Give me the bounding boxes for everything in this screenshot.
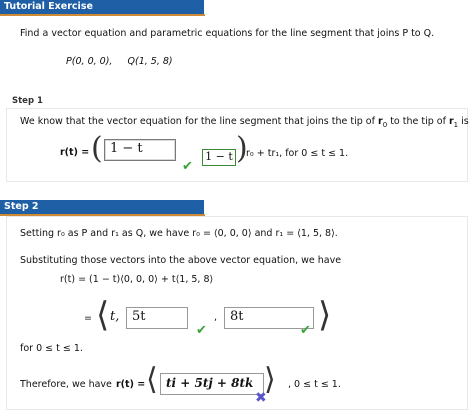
check-icon: ✔	[196, 323, 207, 338]
step1-text-b: to the tip of	[390, 116, 446, 127]
step1-text-c: is	[461, 116, 469, 127]
component-2-input[interactable]: 5t	[126, 307, 188, 329]
component-3-input[interactable]: 8t	[224, 307, 314, 329]
step1-label: Step 1	[12, 96, 43, 106]
cross-icon: ✖	[255, 390, 267, 406]
tutorial-prompt: Find a vector equation and parametric equations for the line segment that joins P to Q.	[20, 28, 435, 39]
final-answer-input[interactable]: ti + 5tj + 8tk	[160, 373, 264, 395]
r1-sub: 1	[453, 120, 459, 129]
comma-separator: ,	[214, 312, 218, 323]
equals-sign: =	[84, 313, 92, 324]
step1-input[interactable]: 1 − t	[104, 139, 176, 161]
step2-header	[0, 200, 204, 214]
final-range: , 0 ≤ t ≤ 1.	[288, 379, 341, 390]
step1-text	[20, 116, 469, 129]
left-paren: (	[91, 131, 103, 166]
component-1: t,	[110, 309, 120, 324]
left-angle: ⟨	[96, 295, 110, 335]
step1-rhs: r₀ + tr₁, for 0 ≤ t ≤ 1.	[246, 148, 349, 159]
check-icon: ✔	[300, 323, 311, 338]
r0-symbol: r	[378, 116, 383, 127]
final-left-angle: ⟨	[146, 362, 158, 397]
step1-answer: 1 − t	[202, 149, 236, 166]
final-right-angle: ⟩	[264, 362, 276, 397]
step2-expr: r(t) = (1 − t)⟨0, 0, 0⟩ + t⟨1, 5, 8⟩	[60, 274, 214, 285]
final-lhs: r(t) =	[116, 379, 146, 390]
right-angle: ⟩	[318, 295, 332, 335]
step1-text-a: We know that the vector equation for the line segment that joins the tip of	[20, 116, 375, 127]
step1-lhs: r(t) =	[60, 147, 90, 158]
tutorial-separator	[0, 14, 205, 16]
step2-substituting: Substituting those vectors into the above vector equation, we have	[20, 255, 342, 266]
right-paren: )	[236, 131, 248, 166]
step2-range: for 0 ≤ t ≤ 1.	[20, 343, 83, 354]
r0-sub: 0	[382, 120, 388, 129]
tutorial-header	[0, 0, 204, 14]
step2-label: Step 2	[4, 201, 39, 212]
tutorial-points	[60, 45, 173, 67]
therefore-text: Therefore, we have	[20, 379, 112, 390]
r1-symbol: r	[448, 116, 454, 127]
check-icon: ✔	[182, 159, 193, 174]
point-values: P(0, 0, 0), Q(1, 5, 8)	[66, 56, 173, 67]
step2-setting: Setting r₀ as P and r₁ as Q, we have r₀ = ⟨0, 0, 0⟩ and r₁ = ⟨1, 5, 8⟩.	[20, 228, 338, 239]
tutorial-title: Tutorial Exercise	[4, 1, 93, 12]
